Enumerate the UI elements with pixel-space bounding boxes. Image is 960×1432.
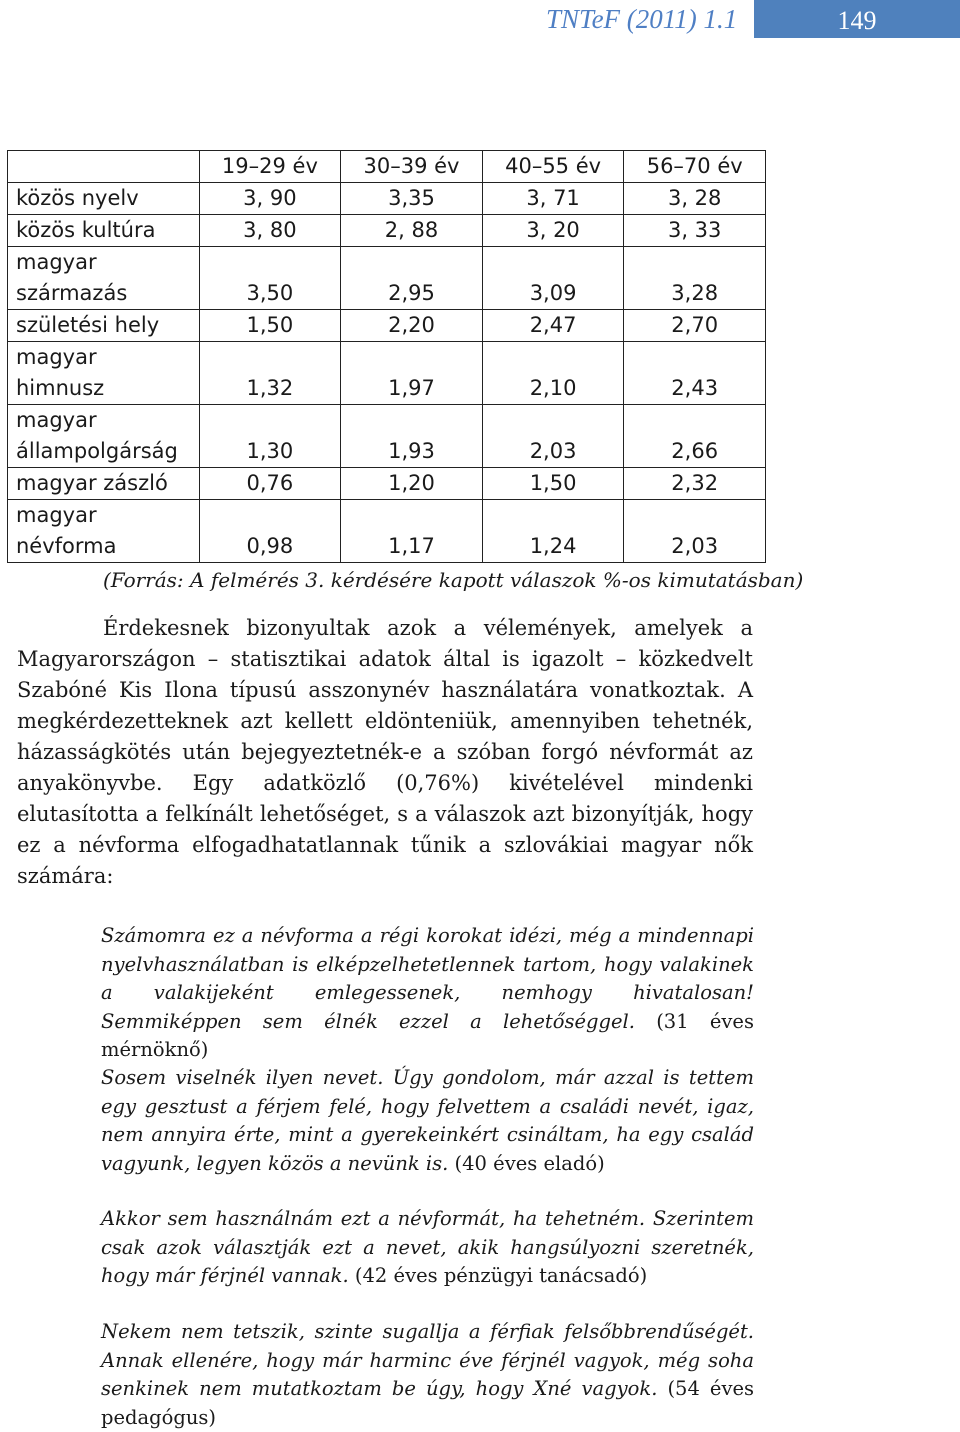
table-row xyxy=(8,342,766,405)
column-header: 19–29 év xyxy=(199,151,341,183)
quote-source: (31 éves mérnöknő) xyxy=(101,1009,754,1061)
table-cell: 3, 80 xyxy=(199,215,341,247)
table-caption: (Forrás: A felmérés 3. kérdésére kapott válaszok %-os kimutatásban) xyxy=(103,568,804,592)
column-header: 30–39 év xyxy=(341,151,483,183)
row-label: magyar himnusz xyxy=(8,342,200,405)
table-row xyxy=(8,247,766,310)
row-label: születési hely xyxy=(8,310,200,342)
table-cell: 3,09 xyxy=(482,247,624,310)
quote-block xyxy=(101,922,754,1065)
table-cell: 3,50 xyxy=(199,247,341,310)
quote-source: (54 éves pedagógus) xyxy=(101,1377,755,1429)
table-row xyxy=(8,500,766,563)
table-cell: 2, 88 xyxy=(341,215,483,247)
table-cell: 2,47 xyxy=(482,310,624,342)
row-label: közös nyelv xyxy=(8,183,200,215)
quote-block xyxy=(101,1205,754,1291)
table-row xyxy=(8,405,766,468)
quote-block xyxy=(101,1318,754,1432)
table-cell: 3, 20 xyxy=(482,215,624,247)
table-cell: 1,30 xyxy=(199,405,341,468)
table-cell: 2,03 xyxy=(624,500,766,563)
table-cell: 1,50 xyxy=(482,468,624,500)
row-label: magyar zászló xyxy=(8,468,200,500)
table-cell: 2,66 xyxy=(624,405,766,468)
table-cell: 3, 90 xyxy=(199,183,341,215)
table-cell: 1,17 xyxy=(341,500,483,563)
quote-text: Számomra ez a névforma a régi korokat idézi, még a mindennapi nyelvhasználatban is elképzelhetetlennek tartom, hogy valakinek a valakijeként emlegessenek, nemhogy hivatalosan! Semmiképpen sem élnék ezzel a lehetőséggel. xyxy=(101,924,754,1033)
quote-source: (42 éves pénzügyi tanácsadó) xyxy=(354,1264,648,1287)
table-cell: 0,98 xyxy=(199,500,341,563)
row-label: magyar névforma xyxy=(8,500,200,563)
table-header-row xyxy=(8,151,766,183)
table-cell: 1,20 xyxy=(341,468,483,500)
table-cell: 1,50 xyxy=(199,310,341,342)
table-cell: 2,95 xyxy=(341,247,483,310)
table-cell: 2,32 xyxy=(624,468,766,500)
quote-block xyxy=(101,1064,754,1178)
table-row xyxy=(8,183,766,215)
quote-text: Sosem viselnék ilyen nevet. Úgy gondolom, már azzal is tettem egy gesztust a férjem felé, hogy felvettem a családi nevét, igaz, nem annyira érte, mint a gyerekeinkért csináltam, ha egy család vagyunk, legyen közös a nevünk is. xyxy=(101,1066,754,1175)
row-label: magyar állampolgárság xyxy=(8,405,200,468)
table-cell: 1,97 xyxy=(341,342,483,405)
column-header xyxy=(8,151,200,183)
table-cell: 2,43 xyxy=(624,342,766,405)
table-cell: 3, 33 xyxy=(624,215,766,247)
table-cell: 3, 28 xyxy=(624,183,766,215)
table-row xyxy=(8,310,766,342)
table-cell: 0,76 xyxy=(199,468,341,500)
table-cell: 3, 71 xyxy=(482,183,624,215)
table-cell: 2,03 xyxy=(482,405,624,468)
running-header-title: TNTeF (2011) 1.1 xyxy=(546,4,738,34)
table-row xyxy=(8,215,766,247)
body-paragraph: Érdekesnek bizonyultak azok a vélemények, amelyek a Magyarországon – statisztikai adatok által is igazolt – közkedvelt Szabóné Kis Ilona típusú asszonynév használatára vonatkoztak. A megkérdezetteknek azt kellett eldönteniük, amennyiben tehetnék, házasságkötés után bejegyeztetnék-e a szóban forgó névformát az anyakönyvbe. Egy adatközlő (0,76%) kivételével mindenki elutasította a felkínált lehetőséget, s a válaszok azt bizonyítják, hogy ez a névforma elfogadhatatlannak tűnik a szlovákiai magyar nők számára: xyxy=(17,616,753,888)
table-cell: 1,32 xyxy=(199,342,341,405)
table-row xyxy=(8,468,766,500)
row-label: magyar származás xyxy=(8,247,200,310)
table-cell: 2,10 xyxy=(482,342,624,405)
table-cell: 1,24 xyxy=(482,500,624,563)
column-header: 40–55 év xyxy=(482,151,624,183)
table-cell: 2,70 xyxy=(624,310,766,342)
table-cell: 3,28 xyxy=(624,247,766,310)
row-label: közös kultúra xyxy=(8,215,200,247)
table-cell: 3,35 xyxy=(341,183,483,215)
survey-table xyxy=(7,150,766,563)
quote-text: Nekem nem tetszik, szinte sugallja a férfiak felsőbbrendűségét. Annak ellenére, hogy már harminc éve férjnél vagyok, még soha senkinek nem mutatkoztam be úgy, hogy Xné vagyok. xyxy=(101,1320,754,1400)
table-cell: 2,20 xyxy=(341,310,483,342)
column-header: 56–70 év xyxy=(624,151,766,183)
table-cell: 1,93 xyxy=(341,405,483,468)
quote-text: Akkor sem használnám ezt a névformát, ha tehetném. Szerintem csak azok választják ezt a nevet, akik hangsúlyozni szeretnék, hogy már férjnél vannak. xyxy=(101,1207,754,1287)
quote-source: (40 éves eladó) xyxy=(454,1151,605,1175)
page-number: 149 xyxy=(754,0,960,38)
